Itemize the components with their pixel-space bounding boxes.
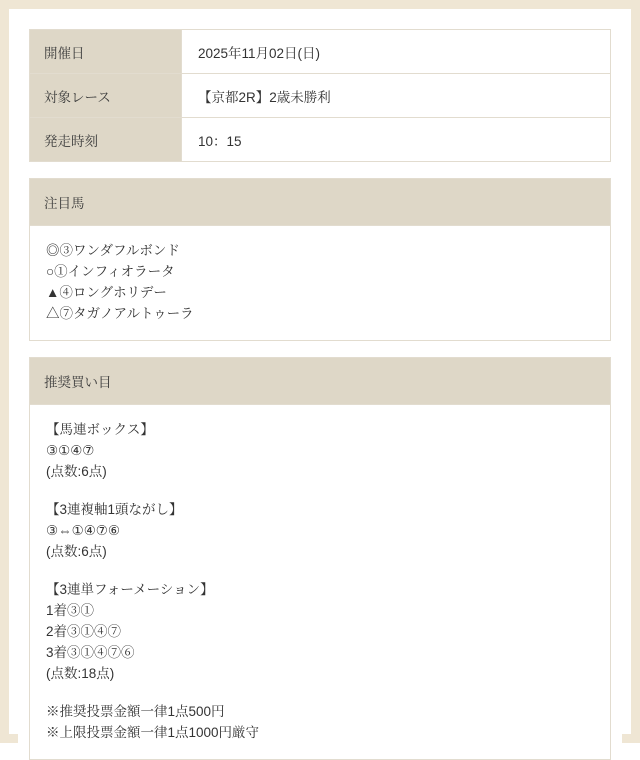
race-date-label: 開催日 <box>30 30 182 74</box>
bet-group-count: (点数:6点) <box>46 544 107 559</box>
document-content <box>18 18 622 743</box>
bet-group-third-place: 3着③①④⑦⑥ <box>46 645 135 660</box>
start-time-value: 10：15 <box>182 118 611 162</box>
recommended-bets-heading: 推奨買い目 <box>30 358 610 405</box>
bet-group-second-place: 2着③①④⑦ <box>46 624 122 639</box>
start-time-label: 発走時刻 <box>30 118 182 162</box>
list-item: △⑦タガノアルトゥーラ <box>46 306 194 321</box>
bet-notes <box>46 701 594 743</box>
note-max-amount: ※上限投票金額一律1点1000円厳守 <box>46 725 260 740</box>
focus-horses-heading: 注目馬 <box>30 179 610 226</box>
list-item: ◎③ワンダフルボンド <box>46 243 180 258</box>
table-row <box>30 118 611 162</box>
recommended-bets-body <box>30 405 610 759</box>
race-date-value: 2025年11月02日(日) <box>182 30 611 74</box>
bet-group-trifecta-formation <box>46 579 594 684</box>
bet-group-title: 【3連複軸1頭ながし】 <box>46 502 183 517</box>
list-item: ▲④ロングホリデー <box>46 285 167 300</box>
bet-group-selection: ③⇔①④⑦⑥ <box>46 523 121 538</box>
bet-group-count: (点数:18点) <box>46 666 115 681</box>
bet-group-quinella-box <box>46 419 594 482</box>
target-race-label: 対象レース <box>30 74 182 118</box>
recommended-bets-section <box>29 357 611 760</box>
note-recommended-amount: ※推奨投票金額一律1点500円 <box>46 704 225 719</box>
bet-group-title: 【3連単フォーメーション】 <box>46 582 214 597</box>
focus-horses-section <box>29 178 611 341</box>
bet-group-title: 【馬連ボックス】 <box>46 422 154 437</box>
bet-group-selection: ③①④⑦ <box>46 443 95 458</box>
target-race-value: 【京都2R】2歳未勝利 <box>182 74 611 118</box>
bet-group-count: (点数:6点) <box>46 464 107 479</box>
table-row <box>30 74 611 118</box>
table-row <box>30 30 611 74</box>
bet-group-trio-axis <box>46 499 594 562</box>
list-item: ○①インフィオラータ <box>46 264 175 279</box>
focus-horses-body <box>30 226 610 340</box>
bet-group-first-place: 1着③① <box>46 603 95 618</box>
race-info-table <box>29 29 611 162</box>
